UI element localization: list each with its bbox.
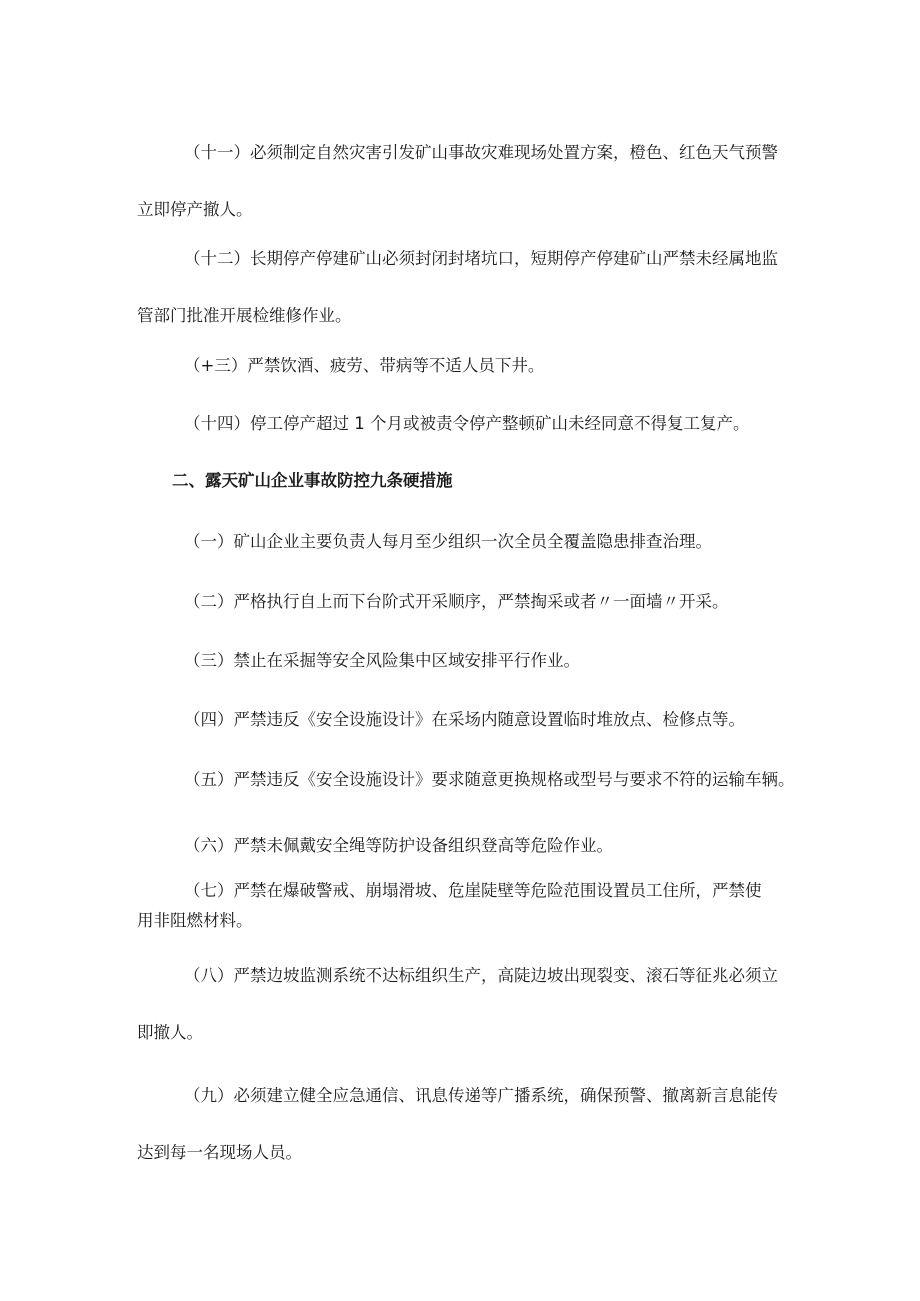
item-12 <box>137 230 789 344</box>
item-s2-5 <box>137 751 795 808</box>
item-s2-1-line-1: （一）矿山企业主要负责人每月至少组织一次全员全覆盖隐患排查治理。 <box>184 532 712 551</box>
item-s2-5-line-1: （五）严禁违反《安全设施设计》要求随意更换规格或型号与要求不符的运输车辆。 <box>184 770 795 789</box>
item-s2-8-line-2: 即撤人。 <box>137 1023 203 1042</box>
item-s2-3 <box>137 632 789 689</box>
item-14 <box>137 395 789 452</box>
item-s2-4-line-1: （四）严禁违反《安全设施设计》在采场内随意设置临时堆放点、检修点等。 <box>184 710 745 729</box>
item-s2-9 <box>137 1067 789 1181</box>
item-s2-3-line-1: （三）禁止在采掘等安全风险集中区域安排平行作业。 <box>184 651 580 670</box>
item-s2-2-line-1: （二）严格执行自上而下台阶式开采顺序，严禁掏采或者〃一面墙〃开采。 <box>184 592 729 611</box>
item-12-line-2: 管部门批准开展检维修作业。 <box>137 306 352 325</box>
item-13 <box>137 337 789 394</box>
item-s2-7-line-1: （七）严禁在爆破警戒、崩塌滑坡、危崖陡壁等危险范围设置员工住所，严禁使 <box>184 881 762 900</box>
item-s2-7-line-2: 用非阻燃材料。 <box>137 911 253 930</box>
item-s2-7 <box>137 876 789 936</box>
item-14-line-1: （十四）停工停产超过 1 个月或被责令停产整顿矿山未经同意不得复工复产。 <box>184 414 750 433</box>
section-2-heading: 二、露天矿山企业事故防控九条硬措施 <box>172 471 453 490</box>
item-13-line-1: （+三）严禁饮酒、疲劳、带病等不适人员下井。 <box>184 356 545 375</box>
item-s2-8 <box>137 947 789 1061</box>
item-s2-6 <box>137 817 789 874</box>
item-s2-2 <box>137 573 789 630</box>
item-s2-4 <box>137 691 789 748</box>
item-11-line-1: （十一）必须制定自然灾害引发矿山事故灾难现场处置方案，橙色、红色天气预警 <box>184 143 778 162</box>
item-s2-9-line-2: 达到每一名现场人员。 <box>137 1143 302 1162</box>
item-12-line-1: （十二）长期停产停建矿山必须封闭封堵坑口，短期停产停建矿山严禁未经属地监 <box>184 249 778 268</box>
item-s2-9-line-1: （九）必须建立健全应急通信、讯息传递等广播系统，确保预警、撤离新言息能传 <box>184 1086 778 1105</box>
item-s2-1 <box>137 513 789 570</box>
item-11-line-2: 立即停产撤人。 <box>137 200 253 219</box>
item-11 <box>137 124 789 238</box>
item-s2-6-line-1: （六）严禁未佩戴安全绳等防护设备组织登高等危险作业。 <box>184 836 613 855</box>
item-s2-8-line-1: （八）严禁边坡监测系统不达标组织生产，高陡边坡出现裂变、滚石等征兆必须立 <box>184 966 778 985</box>
